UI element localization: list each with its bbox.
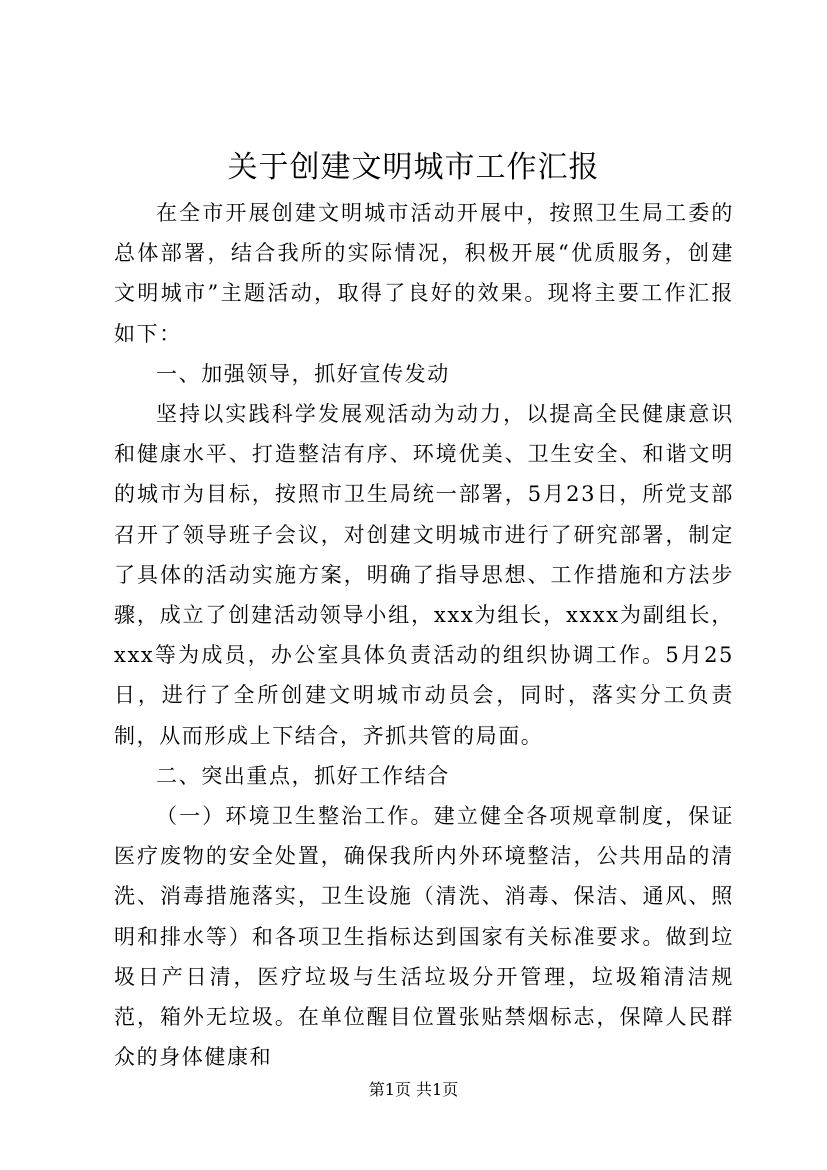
paragraph-section-1: 坚持以实践科学发展观活动为动力，以提高全民健康意识和健康水平、打造整洁有序、环境优美、卫生安全、和谐文明的城市为目标，按照市卫生局统一部署，5月23日，所党支部召开了领导班子会议，对创建文明城市进行了研究部署，制定了具体的活动实施方案，明确了指导思想、工作措施和方法步骤，成立了创建活动领导小组，xxx为组长，xxxx为副组长，xxx等为成员，办公室具体负责活动的组织协调工作。5月25日，进行了全所创建文明城市动员会，同时，落实分工负责制，从而形成上下结合，齐抓共管的局面。 — [114, 402, 734, 748]
page-footer: 第1页 共1页 — [368, 1080, 459, 1099]
document-body — [114, 193, 734, 1077]
section-heading-2: 二、突出重点，抓好工作结合 — [156, 763, 450, 788]
paragraph-intro: 在全市开展创建文明城市活动开展中，按照卫生局工委的总体部署，结合我所的实际情况，积极开展“优质服务，创建文明城市”主题活动，取得了良好的效果。现将主要工作汇报如下： — [114, 201, 734, 346]
paragraph-subsection-1: （一）环境卫生整治工作。建立健全各项规章制度，保证医疗废物的安全处置，确保我所内外环境整洁，公共用品的清洗、消毒措施落实，卫生设施（清洗、消毒、保洁、通风、照明和排水等）和各项卫生指标达到国家有关标准要求。做到垃圾日产日清，医疗垃圾与生活垃圾分开管理，垃圾箱清洁规范，箱外无垃圾。在单位醒目位置张贴禁烟标志，保障人民群众的身体健康和 — [114, 804, 734, 1070]
section-heading-1: 一、加强领导，抓好宣传发动 — [156, 361, 450, 386]
document-title: 关于创建文明城市工作汇报 — [227, 150, 600, 185]
